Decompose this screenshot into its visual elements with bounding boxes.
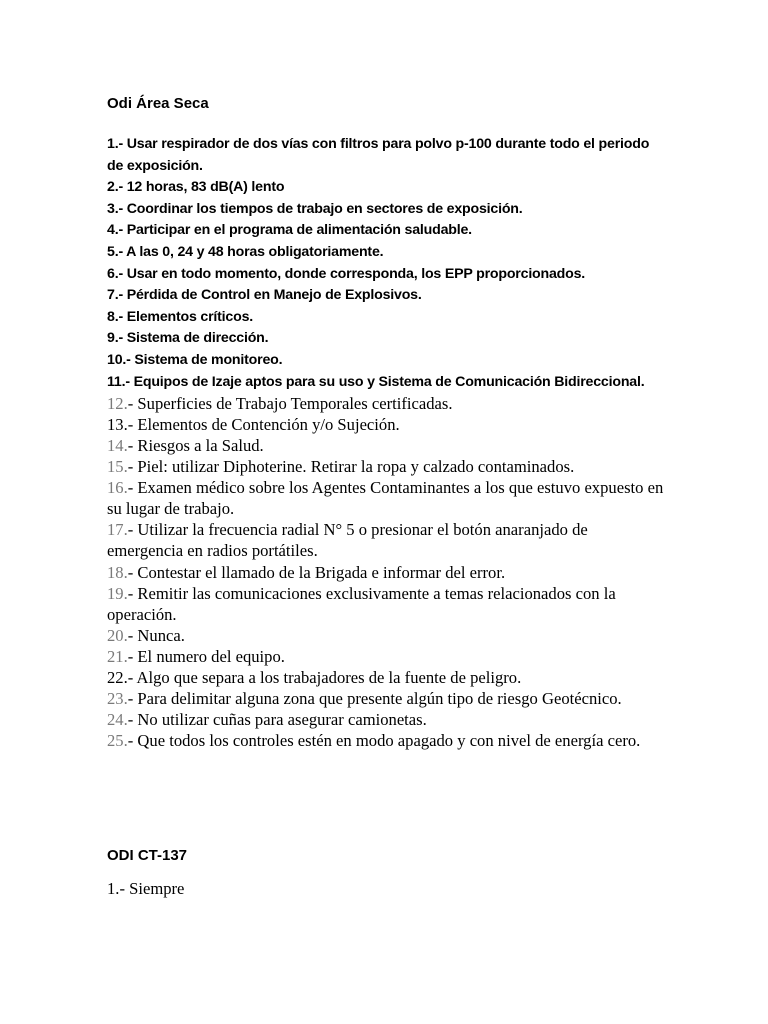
item-number: 22. [107,667,128,687]
list-item [107,730,667,751]
list-item [107,477,667,519]
list-item [107,307,667,329]
list-item [107,350,667,372]
list-item [107,285,667,307]
list-item [107,878,667,899]
item-number: 6. [107,265,119,282]
list-item [107,583,667,625]
list-item [107,688,667,709]
list-item [107,625,667,646]
item-number: 4. [107,222,119,239]
item-number: 3. [107,200,119,217]
list-item [107,393,667,414]
list-item [107,220,667,242]
list-item [107,709,667,730]
item-text: - 12 horas, 83 dB(A) lento [118,179,285,196]
item-text: - Participar en el programa de alimentación saludable. [118,222,472,239]
item-number: 1. [107,879,120,898]
item-number: 10. [107,351,127,368]
item-text: - Examen médico sobre los Agentes Contaminantes a los que estuvo expuesto en su lugar de trabajo. [107,478,664,519]
item-text: - Piel: utilizar Diphoterine. Retirar la ropa y calzado contaminados. [127,457,575,477]
list-item [107,199,667,221]
item-number: 7. [107,287,119,304]
list-item [107,414,667,435]
item-text: - Contestar el llamado de la Brigada e informar del error. [127,562,506,582]
list-item [107,177,667,199]
item-text: - Pérdida de Control en Manejo de Explosivos. [118,287,422,304]
item-number: 17. [107,520,128,540]
item-text: - El numero del equipo. [127,646,285,666]
item-text: - Remitir las comunicaciones exclusivamente a temas relacionados con la operación. [107,583,616,624]
item-number: 5. [107,243,119,260]
item-number: 12. [107,394,128,414]
item-number: 14. [107,436,128,456]
list-item [107,264,667,286]
item-text: - Usar en todo momento, donde corresponda, los EPP proporcionados. [118,265,586,282]
item-text: - Superficies de Trabajo Temporales certificadas. [127,394,453,414]
item-number: 20. [107,625,128,645]
item-text: - Que todos los controles estén en modo apagado y con nivel de energía cero. [127,730,641,750]
item-number: 13. [107,415,128,435]
item-number: 16. [107,478,128,498]
item-number: 1. [107,136,119,152]
item-text: - No utilizar cuñas para asegurar camionetas. [127,709,427,729]
item-text: - Usar respirador de dos vías con filtros para polvo p-100 durante todo el periodo de exposición. [107,136,650,174]
item-number: 18. [107,562,128,582]
item-text: - A las 0, 24 y 48 horas obligatoriamente. [118,243,384,260]
item-number: 24. [107,709,128,729]
item-text: - Coordinar los tiempos de trabajo en sectores de exposición. [118,200,523,217]
item-number: 8. [107,308,119,325]
item-number: 21. [107,646,128,666]
item-text: - Siempre [119,879,185,898]
item-text: - Equipos de Izaje aptos para su uso y Sistema de Comunicación Bidireccional. [125,373,645,390]
item-number: 15. [107,457,128,477]
list-item [107,328,667,350]
list-item [107,134,667,177]
item-text: - Utilizar la frecuencia radial N° 5 o presionar el botón anaranjado de emergencia en radios portátiles. [107,520,588,561]
item-text: - Sistema de dirección. [118,330,269,347]
list-item [107,519,667,561]
item-text: - Sistema de monitoreo. [126,351,283,368]
item-number: 11. [107,373,126,390]
list-item [107,435,667,456]
item-text: - Elementos de Contención y/o Sujeción. [127,415,400,435]
item-text: - Nunca. [127,625,185,645]
item-text: - Riesgos a la Salud. [127,436,264,456]
item-number: 2. [107,179,119,196]
list-item [107,562,667,583]
item-number: 9. [107,330,119,347]
list-item [107,667,667,688]
item-number: 25. [107,730,128,750]
list-item [107,456,667,477]
item-text: - Para delimitar alguna zona que presente algún tipo de riesgo Geotécnico. [127,688,622,708]
list-item [107,242,667,264]
item-number: 23. [107,688,128,708]
list-item [107,646,667,667]
list-item [107,372,667,394]
answers-list-odi-ct-137 [107,878,667,899]
answers-list-odi-area-seca [107,134,667,751]
item-number: 19. [107,583,128,603]
item-text: - Algo que separa a los trabajadores de la fuente de peligro. [127,667,522,687]
section-title-odi-area-seca: Odi Área Seca [107,95,209,112]
section-title-odi-ct-137: ODI CT-137 [107,847,188,864]
item-text: - Elementos críticos. [118,308,254,325]
